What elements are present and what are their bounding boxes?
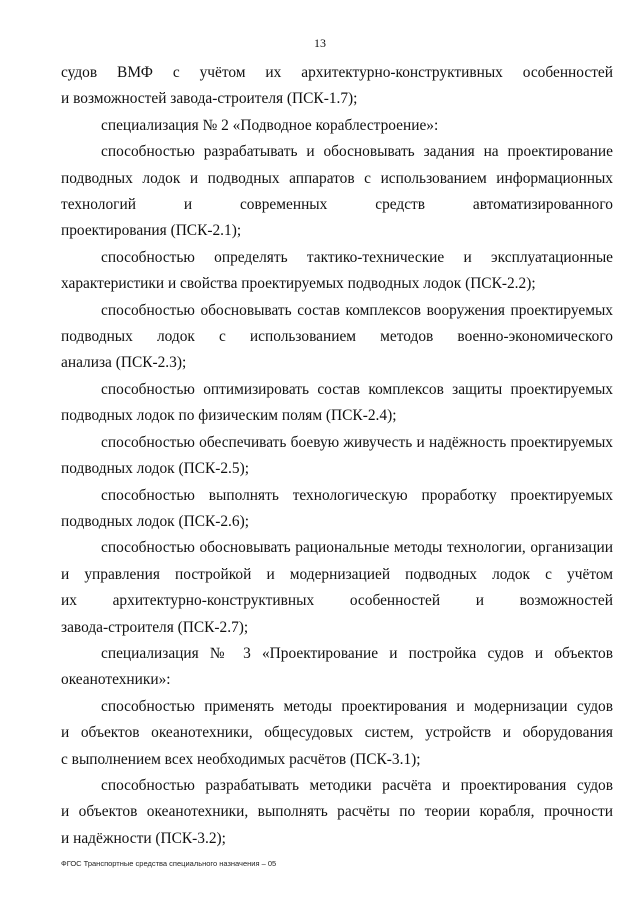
text-line: способностью разрабатывать и обосновывать задания на проектирование bbox=[101, 143, 613, 161]
text-line: судов ВМФ с учётом их архитектурно-конструктивных особенностей bbox=[61, 64, 613, 81]
text-line: и объектов океанотехники, выполнять расчёты по теории корабля, прочности bbox=[61, 803, 613, 821]
text-line: подводных лодок с использованием методов военно-экономического bbox=[61, 328, 613, 346]
text-line: способностью разрабатывать методики расчёта и проектирования судов bbox=[101, 776, 613, 794]
text-line: способностью обосновывать состав комплексов вооружения проектируемых bbox=[101, 301, 613, 319]
text-line: способностью выполнять технологическую проработку проектируемых bbox=[101, 486, 613, 504]
text-line: подводных лодок (ПСК-2.6); bbox=[61, 512, 250, 530]
text-line: технологий и современных средств автоматизированного bbox=[61, 196, 613, 214]
text-line: подводных лодок и подводных аппаратов с использованием информационных bbox=[61, 169, 613, 187]
text-line: подводных лодок (ПСК-2.5); bbox=[61, 460, 250, 478]
text-line: способностью обеспечивать боевую живучесть и надёжность проектируемых bbox=[101, 433, 613, 451]
text-line: специализация № 2 «Подводное кораблестроение»: bbox=[101, 116, 439, 134]
text-line: и объектов океанотехники, общесудовых систем, устройств и оборудования bbox=[61, 724, 613, 742]
text-line: специализация № 3 «Проектирование и постройка судов и объектов bbox=[101, 644, 613, 662]
text-line: способностью определять тактико-технические и эксплуатационные bbox=[101, 248, 613, 266]
text-line: и надёжности (ПСК-3.2); bbox=[61, 829, 226, 847]
page-number: 13 bbox=[314, 36, 326, 50]
text-line: характеристики и свойства проектируемых подводных лодок (ПСК-2.2); bbox=[61, 275, 536, 293]
text-line: с выполнением всех необходимых расчётов (ПСК-3.1); bbox=[61, 750, 421, 768]
text-line: способностью применять методы проектирования и модернизации судов bbox=[101, 697, 613, 715]
text-line: способностью обосновывать рациональные методы технологии, организации bbox=[101, 539, 613, 557]
text-line: проектирования (ПСК-2.1); bbox=[61, 222, 242, 240]
text-line: завода-строителя (ПСК-2.7); bbox=[61, 618, 249, 636]
text-line: анализа (ПСК-2.3); bbox=[61, 354, 187, 372]
document-body bbox=[61, 60, 613, 852]
text-line: и возможностей завода-строителя (ПСК-1.7); bbox=[61, 90, 358, 108]
text-line: подводных лодок по физическим полям (ПСК-2.4); bbox=[61, 407, 397, 425]
text-line: океанотехники»: bbox=[61, 671, 171, 689]
text-line: и управления постройкой и модернизацией подводных лодок с учётом bbox=[61, 565, 613, 583]
text-line: способностью оптимизировать состав комплексов защиты проектируемых bbox=[101, 380, 613, 398]
page-footer: ФГОС Транспортные средства специального назначения – 05 bbox=[61, 859, 277, 868]
text-line: их архитектурно-конструктивных особенностей и возможностей bbox=[61, 592, 613, 610]
